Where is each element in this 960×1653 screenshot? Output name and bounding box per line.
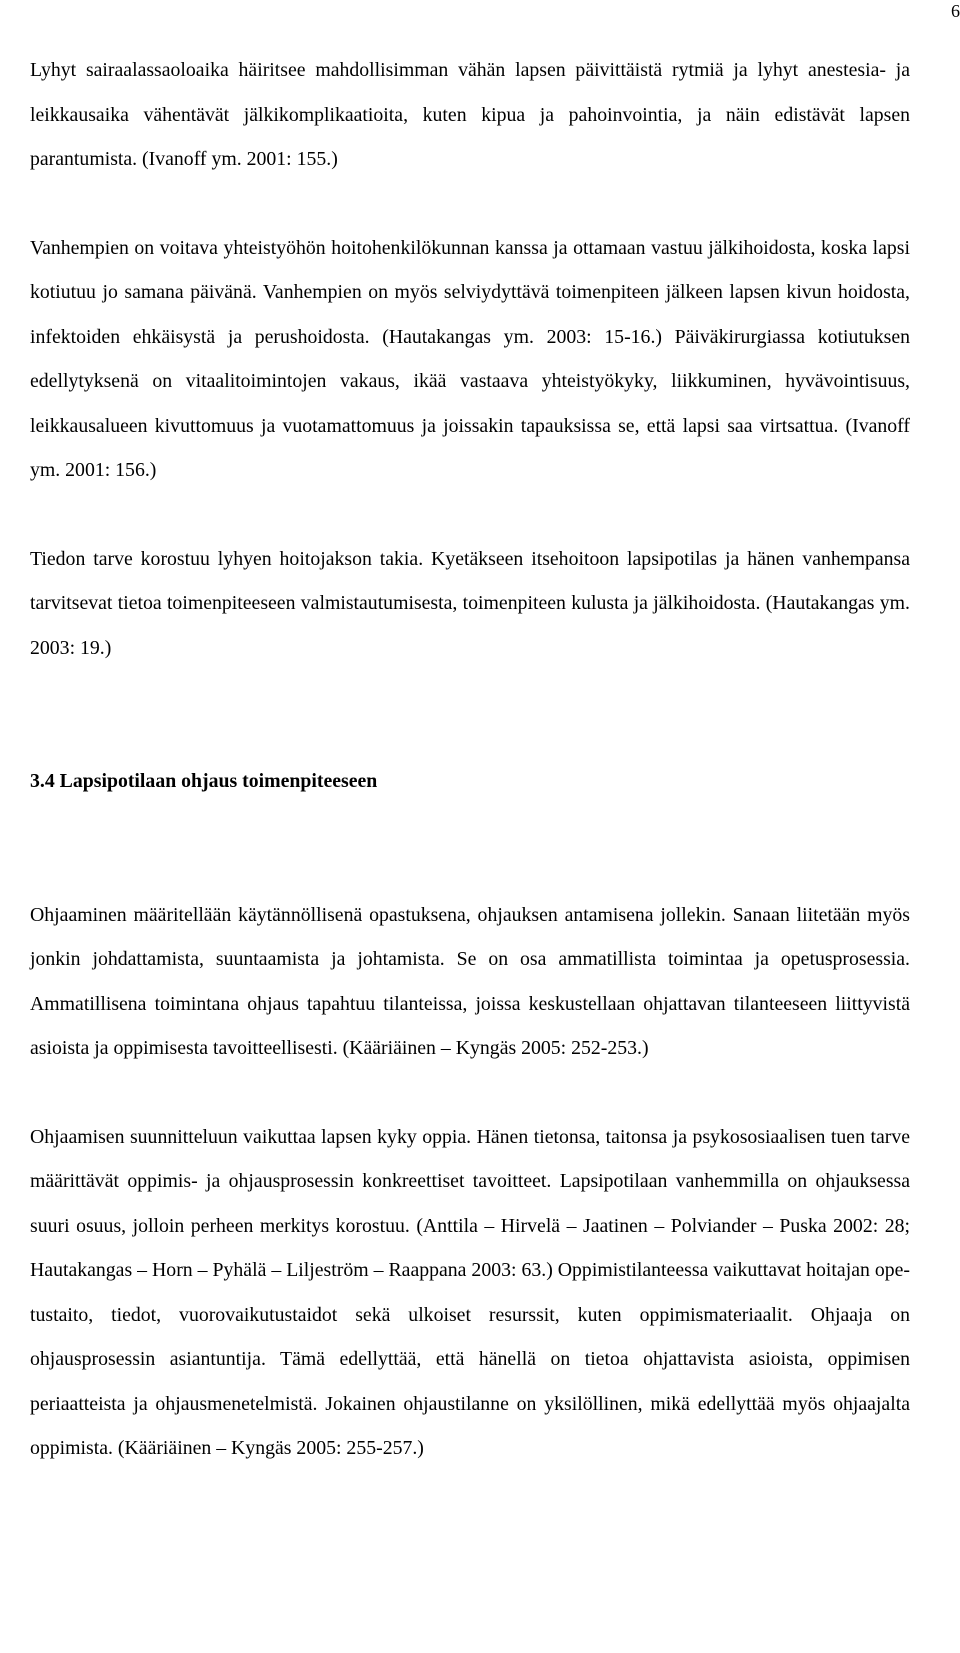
paragraph-hospital-stay: Lyhyt sairaalassaoloaika häiritsee mahdollisimman vähän lapsen päivittäistä rytmiä ja lyhyt anestesia- ja leikkausaika vähentävät jälkikomplikaatioita, kuten kipua ja pahoinvointia, ja näin edistävät lapsen parantumista. (Ivanoff ym. 2001: 155.) bbox=[30, 59, 910, 170]
document-body bbox=[30, 48, 910, 1471]
section-heading: 3.4 Lapsipotilaan ohjaus toimenpiteeseen bbox=[30, 770, 378, 792]
page-number: 6 bbox=[951, 1, 960, 21]
paragraph-information-need: Tiedon tarve korostuu lyhyen hoitojakson takia. Kyetäkseen itsehoitoon lapsipotilas ja hänen vanhempansa tarvitsevat tietoa toimenpiteeseen valmistautumisesta, toimenpiteen kulusta ja jälkihoidosta. (Hautakangas ym. 2003: 19.) bbox=[30, 547, 910, 659]
paragraph-parents-responsibility: Vanhempien on voitava yhteistyöhön hoitohenkilökunnan kanssa ja ottamaan vastuu jälkihoidosta, koska lapsi kotiutuu jo samana päivänä. Vanhempien on myös selviydyttävä toimenpiteen jälkeen lapsen kivun hoidosta, infektoiden ehkäisystä ja perushoidosta. (Hautakangas ym. 2003: 15-16.) Päiväkirurgiassa kotiutuksen edellytyksenä on vitaalitoimintojen vakaus, ikää vastaava yhteistyökyky, liikkuminen, hyvävointisuus, leikkausalueen kivuttomuus ja vuotamattomuus ja joissakin tapauksissa se, että lapsi saa virtsattua. (Ivanoff ym. 2001: 156.) bbox=[30, 236, 910, 481]
paragraph-spacer bbox=[30, 1071, 910, 1115]
paragraph-spacer bbox=[30, 182, 910, 226]
paragraph-guidance-definition: Ohjaaminen määritellään käytännöllisenä opastuksena, ohjauksen antamisena jollekin. Sanaan liitetään myös jonkin johdattamista, suuntaamista ja johtamista. Se on osa ammatillista toimintaa ja opetusprosessia. Ammatillisena toimintana ohjaus tapahtuu tilanteissa, joissa keskustellaan ohjattavan tilanteeseen liittyvistä asioista ja oppimisesta tavoitteellisesti. (Kääriäinen – Kyngäs 2005: 252-253.) bbox=[30, 903, 910, 1059]
paragraph-spacer bbox=[30, 493, 910, 537]
paragraph-guidance-planning: Ohjaamisen suunnitteluun vaikuttaa lapsen kyky oppia. Hänen tietonsa, taitonsa ja psykososiaalisen tuen tarve määrittävät oppimis- ja ohjausprosessin konkreettiset tavoitteet. Lapsipotilaan vanhemmilla on ohjauksessa suuri osuus, jolloin perheen merkitys korostuu. (Anttila – Hirvelä – Jaatinen – Polviander – Puska 2002: 28; Hautakangas – Horn – Pyhälä – Liljeström – Raappana 2003: 63.) Oppimistilanteessa vaikuttavat hoitajan opetustaito, tiedot, vuorovaikutustaidot sekä ulkoiset resurssit, kuten oppimismateriaalit. Ohjaaja on ohjausprosessin asiantuntija. Tämä edellyttää, että hänellä on tietoa ohjattavista asioista, oppimisen periaatteista ja ohjausmenetelmistä. Jokainen ohjaustilanne on yksilöllinen, mikä edellyttää myös ohjaajalta oppimista. (Kääriäinen – Kyngäs 2005: 255-257.) bbox=[30, 1125, 910, 1459]
section-spacer bbox=[30, 670, 910, 759]
section-spacer bbox=[30, 804, 910, 893]
